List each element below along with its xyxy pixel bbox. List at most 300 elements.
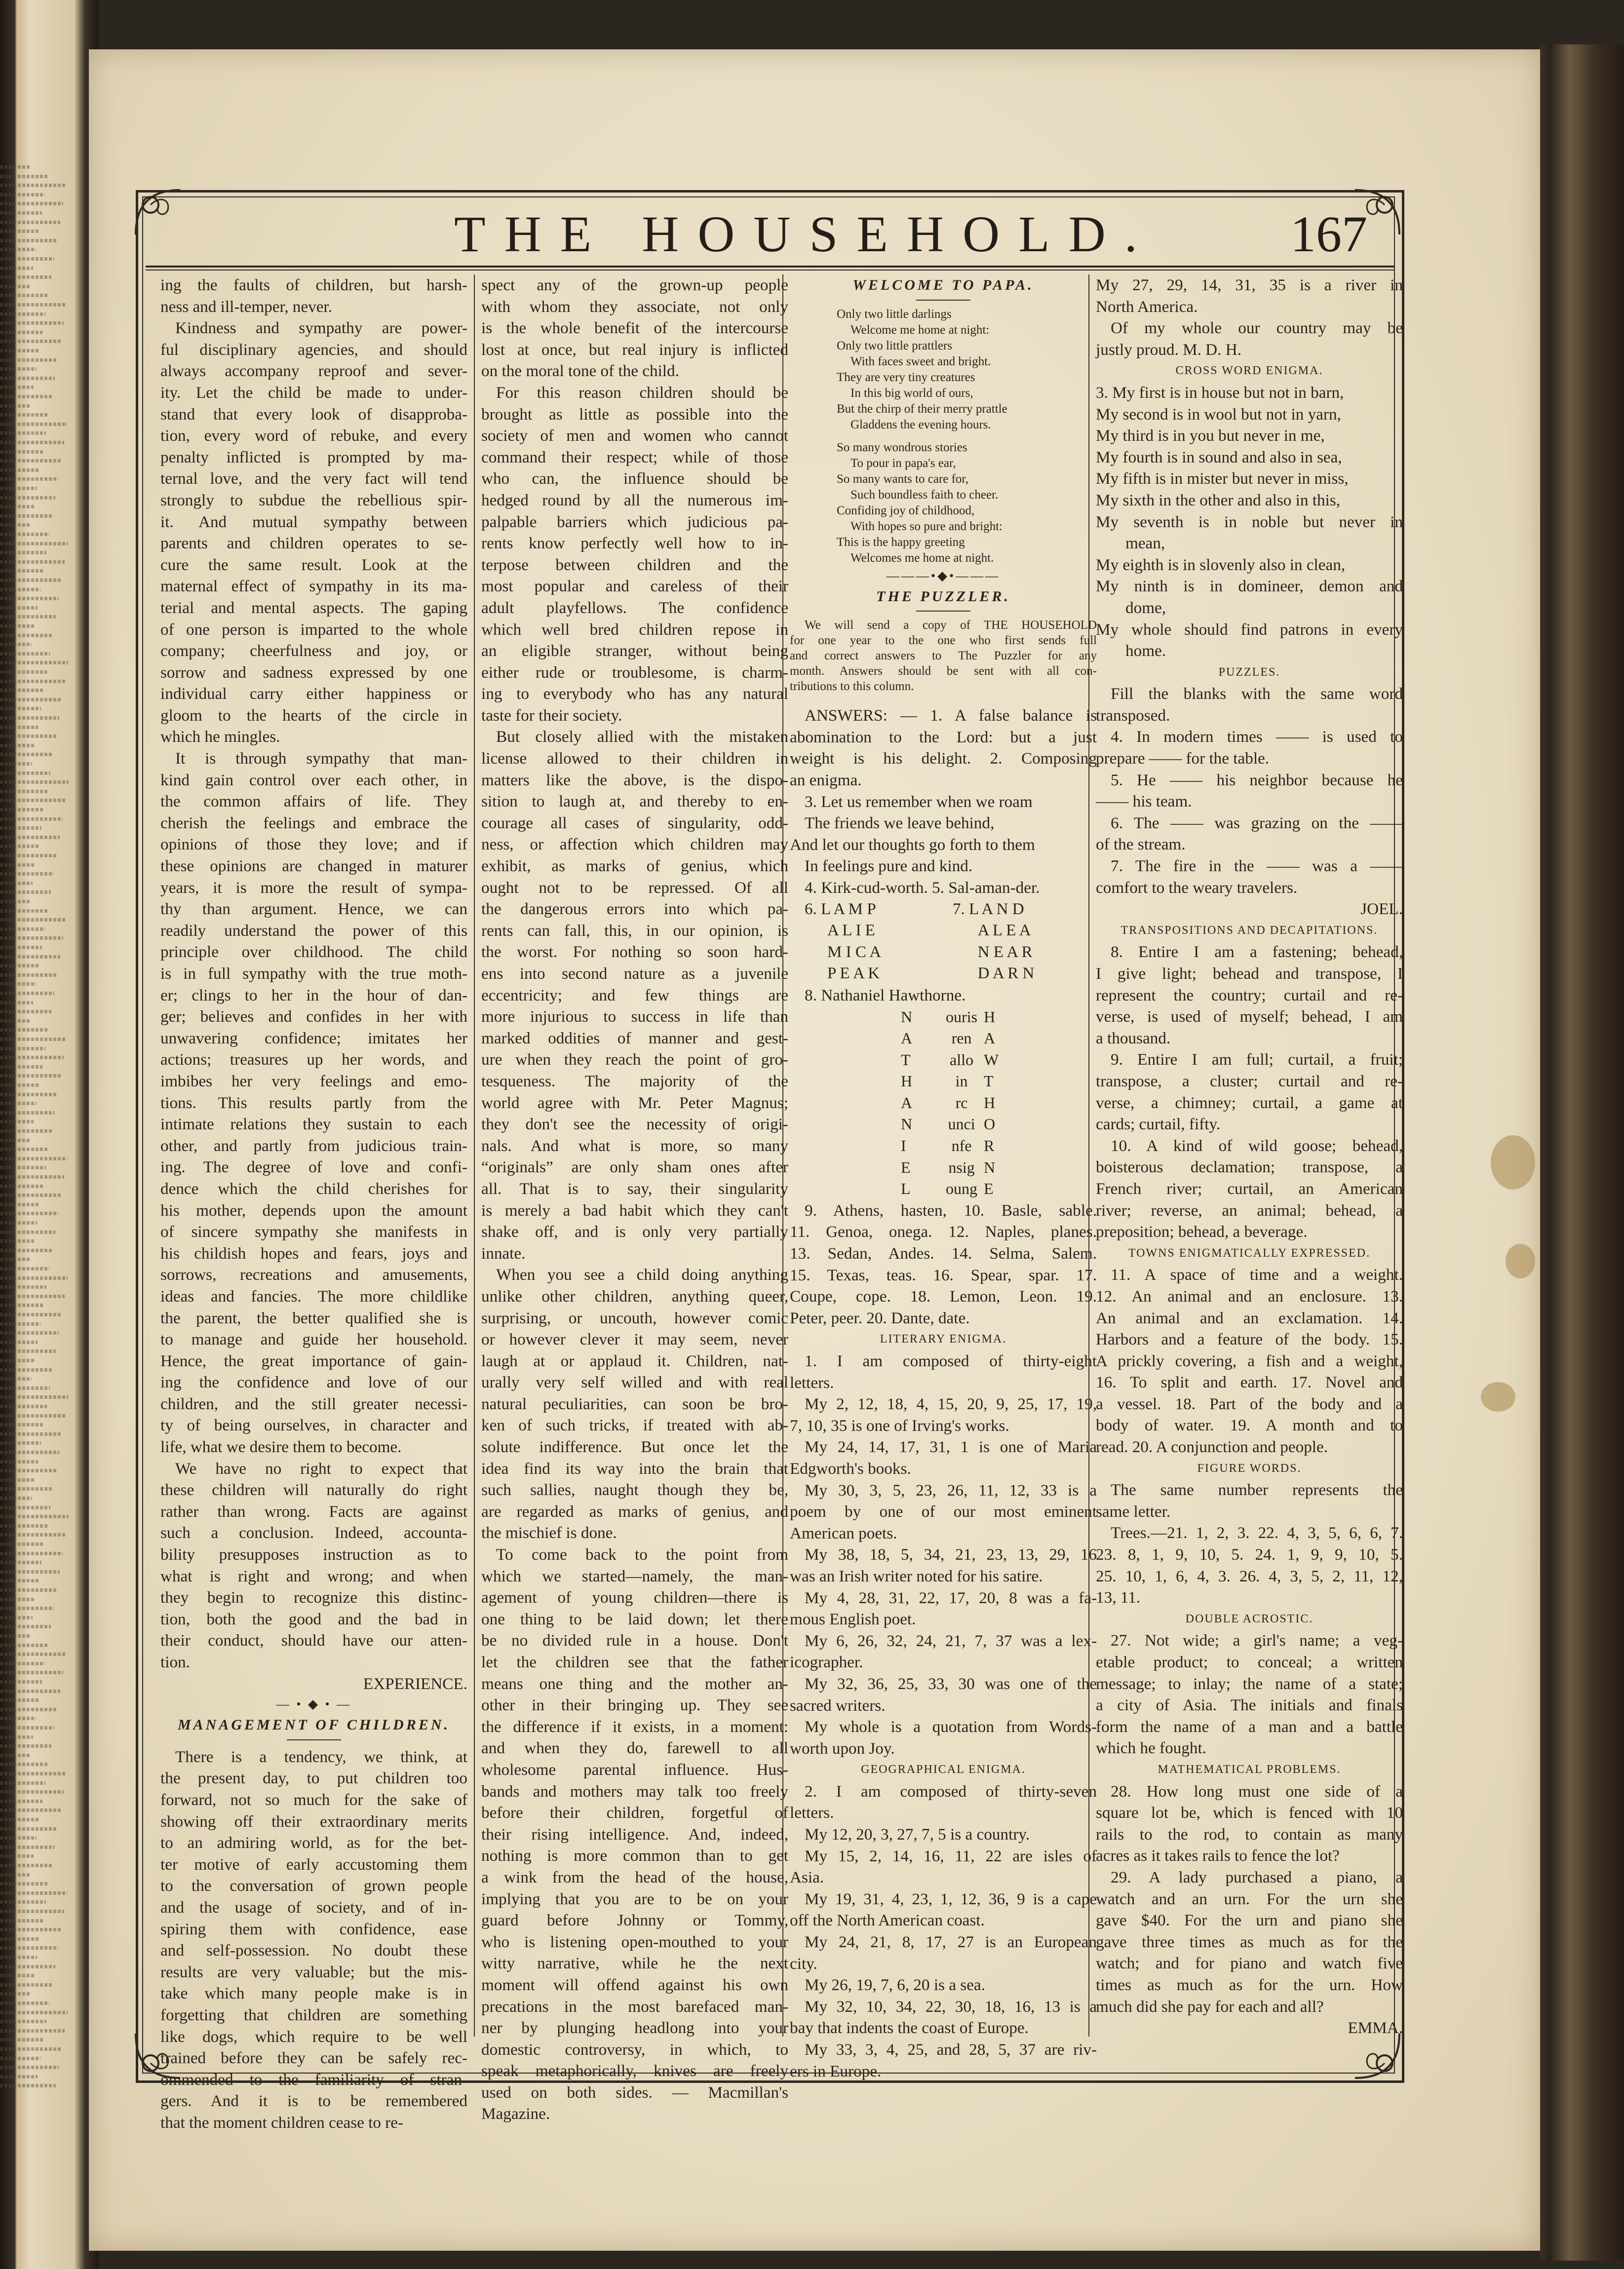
answer-line: an enigma. (790, 770, 862, 789)
article-line: his childish hopes and fears, joys and (160, 1244, 467, 1263)
section-title: DOUBLE ACROSTIC. (1185, 1612, 1314, 1625)
answer-line: And let our thoughts go forth to them (790, 835, 1035, 854)
previous-page-line (0, 863, 36, 867)
previous-page-line (0, 395, 52, 398)
article-line: their rising intelligence. And, indeed, (481, 1825, 788, 1844)
article-line: most popular and careless of their (481, 577, 788, 596)
previous-page-line (0, 267, 33, 270)
article-line: is the whole benefit of the intercourse (481, 319, 788, 338)
previous-page-line (0, 1864, 52, 1867)
puzzle-line: A prickly covering, a fish and a weight, (1096, 1351, 1403, 1370)
enigma-line: My sixth in the other and also in this, (1096, 491, 1341, 509)
article-line: ken of such tricks, if treated with ab- (481, 1416, 788, 1435)
column-divider (474, 274, 475, 2037)
previous-page-line (0, 1846, 55, 1849)
poem-line: They are very tiny creatures (837, 370, 975, 384)
previous-page-line (0, 2001, 49, 2005)
puzzle-line: 5. He —— his neighbor because he (1111, 770, 1403, 789)
article-line: domestic controversy, in which, to (481, 2040, 788, 2059)
article-line: But closely allied with the mistaken (496, 728, 788, 746)
previous-page-line (0, 2029, 65, 2033)
article-line: nals. And what is more, so many (481, 1136, 788, 1155)
previous-page-line (0, 1891, 67, 1895)
previous-page-line (0, 1910, 64, 1913)
acrostic-cell: N (984, 1158, 996, 1176)
article-line: individual carry either happiness or (160, 685, 467, 703)
enigma-line: My 15, 2, 14, 16, 11, 22 are isles of (805, 1846, 1097, 1865)
previous-page-line (0, 1662, 45, 1665)
article-line: these children will naturally do right (160, 1481, 467, 1500)
intro-line: month. Answers should be sent with all con- (790, 664, 1097, 678)
literary-enigma (790, 1350, 1097, 1759)
answer-line: 3. Let us remember when we roam (805, 792, 1033, 811)
previous-page-line (0, 615, 56, 618)
word-square-row (790, 920, 1097, 942)
word-square-cell: D A R N (977, 964, 1035, 983)
figure-words (1096, 1479, 1403, 1609)
previous-page-line (0, 2038, 43, 2041)
page-title: THE HOUSEHOLD. (454, 206, 1156, 263)
previous-page-line (0, 1065, 42, 1069)
previous-page-line (0, 1854, 34, 1858)
puzzle-line: 29. A lady purchased a piano, a (1111, 1868, 1403, 1886)
previous-page-line (0, 1276, 68, 1280)
acrostic-cell: N (901, 1115, 913, 1133)
acrostic-row (790, 1178, 1097, 1200)
article-line: guard before Johnny or Tommy, (481, 1911, 788, 1930)
article-line: terial and mental aspects. The gaping (160, 598, 467, 617)
article-title: MANAGEMENT OF CHILDREN. (177, 1717, 451, 1733)
article-line: speak metaphorically, knives are freely (481, 2062, 788, 2080)
article-sympathy (160, 274, 467, 1673)
article-line: other, and partly from judicious train- (160, 1136, 467, 1155)
enigma-line: My 33, 3, 4, 25, and 28, 5, 37 are riv- (805, 2040, 1097, 2059)
puzzle-line: 16. To split and earth. 17. Novel and (1096, 1373, 1403, 1392)
article-line: kind gain control over each other, in (160, 770, 467, 789)
word-square-cell: 6. L A M P (805, 900, 876, 918)
article-line: ought not to be repressed. Of all (481, 878, 788, 897)
previous-page-line (0, 202, 63, 205)
article-line: cure the same result. Look at the (160, 555, 467, 574)
acrostic-row (790, 1006, 1097, 1028)
section-title: TRANSPOSITIONS AND DECAPITATIONS. (1121, 923, 1378, 937)
article-line: To come back to the point from (496, 1545, 788, 1564)
enigma-line: 7, 10, 35 is one of Irving's works. (790, 1416, 1009, 1435)
previous-page-line (0, 1322, 40, 1326)
previous-page-line (0, 1800, 42, 1803)
previous-page-line (0, 1423, 44, 1426)
enigma-line: My 24, 14, 17, 31, 1 is one of Maria (805, 1438, 1097, 1457)
previous-page-line (0, 1074, 61, 1077)
puzzle-line: river; reverse, an animal; behead, a (1096, 1201, 1403, 1220)
article-line: ger; believes and confides in her with (160, 1007, 467, 1026)
article-line: the difference if it exists, in a moment: (481, 1717, 788, 1736)
previous-page-line (0, 312, 45, 316)
word-square-row (790, 942, 1097, 963)
previous-page-line (0, 230, 39, 233)
article-line: bands and mothers may talk too freely (481, 1782, 788, 1801)
article-line: world agree with Mr. Peter Magnus; (481, 1093, 788, 1112)
puzzle-line: verse, is used of myself; behead, I am (1096, 1007, 1403, 1026)
article-line: sorrow and sadness expressed by one (160, 663, 467, 682)
puzzle-line: 28. How long must one side of a (1111, 1782, 1403, 1801)
word-square-cell: M I C A (827, 943, 882, 961)
previous-page-line (0, 1313, 62, 1316)
previous-page-line (0, 1497, 32, 1500)
acrostic-row (790, 1157, 1097, 1179)
intro-line: for one year to the one who first sends full (790, 634, 1097, 648)
article-line: palpable barriers which judicious pa- (481, 512, 788, 531)
previous-page-line (0, 1882, 49, 1885)
enigma-line: My whole should find patrons in every (1096, 620, 1403, 639)
article-line: imbibes her very feelings and emo- (160, 1072, 467, 1090)
enigma-line: My 32, 10, 34, 22, 30, 18, 16, 13 is a (805, 1997, 1097, 2016)
article-line: such a conclusion. Indeed, accounta- (160, 1524, 467, 1542)
article-line: ternal love, and the very fact will tend (160, 469, 467, 488)
article-line: more injurious to success in life than (481, 1007, 788, 1026)
previous-page-line (0, 1175, 64, 1179)
article-line: his mother, depends upon the amount (160, 1201, 467, 1220)
previous-page-line (0, 578, 62, 582)
previous-page-line (0, 918, 66, 922)
article-line: ity. Let the child be made to under- (160, 383, 467, 402)
article-line: ideas and fancies. The more childlike (160, 1287, 467, 1306)
puzzle-line: 8. Entire I am a fastening; behead, (1111, 943, 1403, 961)
column-1 (160, 274, 467, 2132)
article-line: sorrows, recreations and amusements, (160, 1266, 467, 1284)
article-line: ing the faults of children, but harsh- (160, 276, 467, 294)
previous-page-line (0, 1644, 48, 1647)
previous-page-line (0, 1956, 37, 1959)
article-line: to an admiring world, as for the bet- (160, 1834, 467, 1852)
previous-page-line (0, 404, 31, 408)
previous-page-line (0, 1432, 62, 1436)
article-signature: EXPERIENCE. (363, 1674, 467, 1693)
previous-page-line (0, 551, 46, 554)
previous-page-line (0, 744, 35, 747)
previous-page-line (0, 1680, 42, 1684)
puzzle-line: JOEL. (1360, 900, 1403, 919)
article-line: gers. And it is to be remembered (160, 2092, 467, 2111)
acrostic-row (790, 1092, 1097, 1114)
article-line: implying that you are to be on your (481, 1889, 788, 1908)
previous-page-line (0, 1441, 41, 1445)
poem-line: Such boundless faith to cheer. (851, 488, 999, 501)
math-problems (1096, 1781, 1403, 2039)
previous-page-line (0, 1928, 61, 1931)
acrostic-cell: unci (948, 1115, 975, 1133)
article-line: principle over childhood. The child (160, 943, 467, 961)
puzzle-line: 4. In modern times —— is used to (1111, 728, 1403, 746)
previous-page-line (0, 569, 43, 573)
puzzle-line: comfort to the weary travelers. (1096, 878, 1298, 897)
poem-title: WELCOME TO PAPA. (852, 277, 1034, 293)
previous-page-line (0, 1763, 48, 1766)
previous-page-line (0, 1653, 66, 1656)
article-line: other in their bringing up. They see (481, 1696, 788, 1715)
corner-ornament-icon (131, 185, 185, 239)
previous-page-line (0, 1139, 31, 1142)
previous-page-line (0, 1102, 37, 1105)
enigma-line: letters. (790, 1804, 834, 1822)
article-line: shake off, and is only very partially (481, 1223, 788, 1241)
article-line: like dogs, which require to be well (160, 2027, 467, 2046)
puzzle-line: Fill the blanks with the same word (1111, 685, 1403, 703)
previous-page-line (0, 514, 52, 518)
puzzle-line: cards; curtail, fifty. (1096, 1115, 1221, 1134)
article-line: and when they do, farewell to all (481, 1739, 788, 1758)
previous-page-line (0, 1598, 36, 1601)
article-line: solute indifference. But once let the (481, 1438, 788, 1457)
article-line: means one thing and the mother an- (481, 1674, 788, 1693)
previous-page-line (0, 1185, 43, 1188)
puzzle-line: The same number represents the (1111, 1481, 1403, 1500)
column-3 (790, 274, 1097, 2080)
article-line: ing to everybody who has any natural (481, 685, 788, 703)
previous-page-line (0, 1212, 58, 1215)
previous-page-line (0, 1717, 36, 1720)
enigma-line: home. (1125, 642, 1166, 660)
previous-page-line (0, 1395, 68, 1399)
puzzle-line: which he fought. (1096, 1739, 1206, 1758)
puzzle-line: 7. The fire in the —— was a —— (1111, 857, 1403, 876)
word-square-cell: N E A R (977, 943, 1033, 961)
article-line: matters like the above, is the dispo- (481, 770, 788, 789)
puzzle-line: transposed. (1096, 706, 1170, 725)
previous-page-line (0, 1708, 57, 1711)
column-4 (1096, 274, 1403, 2037)
article-line: courage all cases of singularity, odd- (481, 813, 788, 832)
puzzle-line: gave three times as much as for the (1096, 1932, 1403, 1951)
previous-page-line (0, 1093, 58, 1096)
enigma-line: My third is in you but never in me, (1096, 426, 1325, 445)
previous-page-line (0, 845, 39, 848)
acrostic-cell: oung (946, 1180, 977, 1198)
article-line: natural peculiarities, can soon be bro- (481, 1394, 788, 1413)
previous-page-line (0, 1001, 33, 1004)
previous-page-line (0, 992, 54, 995)
article-line: parents and children operates to se- (160, 534, 467, 553)
article-line: results are very valuable; but the mis- (160, 1962, 467, 1981)
previous-page-line (0, 468, 40, 472)
article-line: license allowed to their children in (481, 749, 788, 768)
previous-page-line (0, 431, 46, 435)
previous-page-line (0, 1533, 66, 1537)
previous-page-line (0, 1010, 51, 1013)
previous-page-line (0, 982, 36, 986)
article-line: There is a tendency, we think, at (175, 1747, 467, 1766)
enigma-line: My seventh is in noble but never in (1096, 512, 1403, 531)
puzzle-line: French river; curtail, an American (1096, 1179, 1403, 1198)
article-line: years, it is more the result of sympa- (160, 878, 467, 897)
previous-page-line (0, 1028, 48, 1032)
acrostic-cell: A (901, 1093, 913, 1112)
article-line: and self-possession. No doubt these (160, 1941, 467, 1960)
article-line: For this reason children should be (496, 383, 788, 402)
puzzle-line: etable product; to conceal; a written (1096, 1653, 1403, 1671)
previous-page-line (0, 1781, 45, 1785)
puzzle-line: form the name of a man and a battle (1096, 1717, 1403, 1736)
acrostic-cell: R (984, 1137, 995, 1155)
article-line: urally very self willed and with real (481, 1373, 788, 1392)
article-line: these opinions are changed in maturer (160, 857, 467, 876)
article-line: idea find its way into the brain that (481, 1459, 788, 1478)
previous-page-line (0, 248, 36, 251)
puzzle-line: EMMA. (1348, 2019, 1403, 2038)
puzzle-line: much did she pay for each and all? (1096, 1997, 1324, 2016)
poem-line: With hopes so pure and bright: (851, 519, 1003, 533)
enigma-line: city. (790, 1954, 817, 1973)
word-square-cell: A L E A (977, 922, 1031, 940)
article-line: forward, not so much for the sake of (160, 1790, 467, 1809)
poem-line: But the chirp of their merry prattle (837, 402, 1007, 416)
enigma-line: My 26, 19, 7, 6, 20 is a sea. (805, 1976, 985, 1995)
acrostic-row (790, 1114, 1097, 1135)
acrostic-cell: T (984, 1072, 994, 1090)
acrostic-cell: W (984, 1050, 999, 1069)
previous-page-line (0, 872, 54, 876)
geographical-enigma-end (1096, 274, 1403, 360)
article-line: ing. The degree of love and confi- (160, 1158, 467, 1177)
acrostic-cell: L (901, 1180, 911, 1198)
previous-page-line (0, 1552, 63, 1555)
article-line: ing the confidence and love of our (160, 1373, 467, 1392)
article-line: is merely a bad habit which they can't (481, 1201, 788, 1220)
article-line: their conduct, should have our atten- (160, 1631, 467, 1650)
answers-rest (790, 1200, 1097, 1329)
previous-page-line (0, 1478, 35, 1482)
previous-page-line (0, 2047, 62, 2051)
acrostic-row (790, 1028, 1097, 1049)
article-line: they don't see the necessity of origi- (481, 1115, 788, 1134)
acrostic-cell: H (984, 1093, 996, 1112)
article-line: company; cheerfulness and joy, or (160, 642, 467, 660)
enigma-line: justly proud. M. D. H. (1096, 340, 1242, 359)
sheet-edge (1540, 44, 1624, 2261)
article-line: they begin to recognize this distinc- (160, 1588, 467, 1607)
previous-page-line (0, 1524, 47, 1528)
article-line: Hence, the great importance of gain- (160, 1351, 467, 1370)
article-line: “originals” are only sham ones after (481, 1158, 788, 1177)
answer-line: In feelings pure and kind. (805, 857, 973, 876)
puzzle-line: watch and an urn. For the urn she (1096, 1889, 1403, 1908)
previous-page-line (0, 1607, 54, 1610)
previous-page-line (0, 523, 31, 527)
previous-page-line (0, 670, 47, 674)
enigma-line: 3. My first is in house but not in barn, (1096, 383, 1344, 402)
puzzle-line: square lot be, which is fenced with 10 (1096, 1804, 1403, 1822)
puzzle-line: Harbors and a feature of the body. 15. (1096, 1330, 1403, 1349)
previous-page-line (0, 1249, 52, 1252)
previous-page-line (0, 597, 59, 600)
previous-page-line (0, 1690, 60, 1693)
previous-page-line (0, 882, 33, 885)
previous-page-line (0, 707, 41, 710)
previous-page-line (0, 1487, 53, 1491)
article-line: the dangerous errors into which pa- (481, 900, 788, 919)
previous-page-line (0, 285, 30, 288)
article-line: We have no right to expect that (175, 1459, 467, 1478)
article-line: innate. (481, 1244, 526, 1263)
previous-page-line (0, 2084, 56, 2087)
article-line: exhibit, as marks of genius, which (481, 857, 788, 876)
previous-page-line (0, 1038, 67, 1041)
enigma-line: My 4, 28, 31, 22, 17, 20, 8 was a fa- (805, 1588, 1097, 1607)
previous-page-line (0, 1341, 38, 1344)
acrostic-cell: rc (955, 1093, 968, 1112)
article-line: always accompany reproof and sever- (160, 362, 467, 381)
acrostic-cell: ren (951, 1029, 972, 1047)
previous-page-line (0, 193, 45, 196)
previous-page-line (0, 349, 39, 352)
previous-page-line (0, 890, 51, 894)
article-line: tion. (160, 1653, 190, 1671)
previous-page-line (0, 1616, 33, 1619)
previous-page-line (0, 1974, 34, 1977)
puzzle-line: same letter. (1096, 1502, 1171, 1521)
previous-page-line (0, 1120, 34, 1123)
article-line: what is right and wrong; and when (160, 1567, 467, 1585)
section-title: CROSS WORD ENIGMA. (1175, 364, 1323, 378)
article-line: penalty inflicted is prompted by ma- (160, 448, 467, 466)
previous-page-line (0, 927, 45, 931)
previous-page-line (0, 1258, 31, 1261)
enigma-line: 1. I am composed of thirty-eight (805, 1352, 1097, 1370)
article-line: who is listening open-mouthed to your (481, 1932, 788, 1951)
previous-page-line (0, 1129, 52, 1133)
previous-page-line (0, 762, 32, 766)
previous-page-line (0, 1992, 31, 1996)
previous-page-line (0, 836, 60, 839)
enigma-line: poem by one of our most eminent (790, 1502, 1097, 1521)
previous-page-line (0, 624, 35, 628)
previous-page-line (0, 1919, 43, 1923)
article-line: before their children, forgetful of (481, 1804, 788, 1822)
enigma-line: My fifth is in mister but never in miss, (1096, 469, 1349, 488)
enigma-line: Asia. (790, 1868, 824, 1887)
puzzle-line: prepare —— for the table. (1096, 749, 1270, 768)
article-line: rents can fall, this, in our opinion, is (481, 921, 788, 940)
hawthorne-intro: 8. Nathaniel Hawthorne. (805, 986, 966, 1004)
previous-page-line (0, 331, 42, 334)
puzzle-line: a vessel. 18. Part of the body and a (1096, 1394, 1403, 1413)
article-line: be no divided rule in a house. Don't (481, 1631, 788, 1650)
previous-page-line (0, 1231, 55, 1234)
previous-page-line (0, 1285, 46, 1289)
acrostic-cell: I (901, 1137, 906, 1155)
article-line: such sallies, naught though they be, (481, 1481, 788, 1500)
answer-line: The friends we leave behind, (805, 814, 995, 833)
article-line: taste for their society. (481, 706, 622, 725)
article-line: the worst. For nothing so soon hard- (481, 943, 788, 961)
previous-page-line (0, 634, 53, 637)
puzzle-line: Trees.—21. 1, 2, 3. 22. 4, 3, 5, 6, 6, 7. (1111, 1524, 1403, 1542)
previous-page-line (0, 689, 44, 692)
article-line: ner by plunging headlong into your (481, 2019, 788, 2038)
poem-line: Gladdens the evening hours. (851, 418, 991, 431)
poem-line: So many wants to care for, (837, 472, 968, 486)
previous-page-line (0, 716, 59, 720)
enigma-line: My second is in wool but not in yarn, (1096, 405, 1341, 423)
header-rule (146, 269, 1394, 270)
previous-page-line (0, 1295, 65, 1298)
section-title: LITERARY ENIGMA. (880, 1333, 1007, 1346)
previous-page-line (0, 1570, 60, 1574)
puzzle-line: verse, a chimney; curtail, a game at (1096, 1093, 1403, 1112)
previous-page-line (0, 1772, 67, 1775)
enigma-line: My fourth is in sound and also in sea, (1096, 448, 1342, 466)
enigma-line: My 24, 21, 8, 17, 27 is an European (805, 1933, 1097, 1952)
